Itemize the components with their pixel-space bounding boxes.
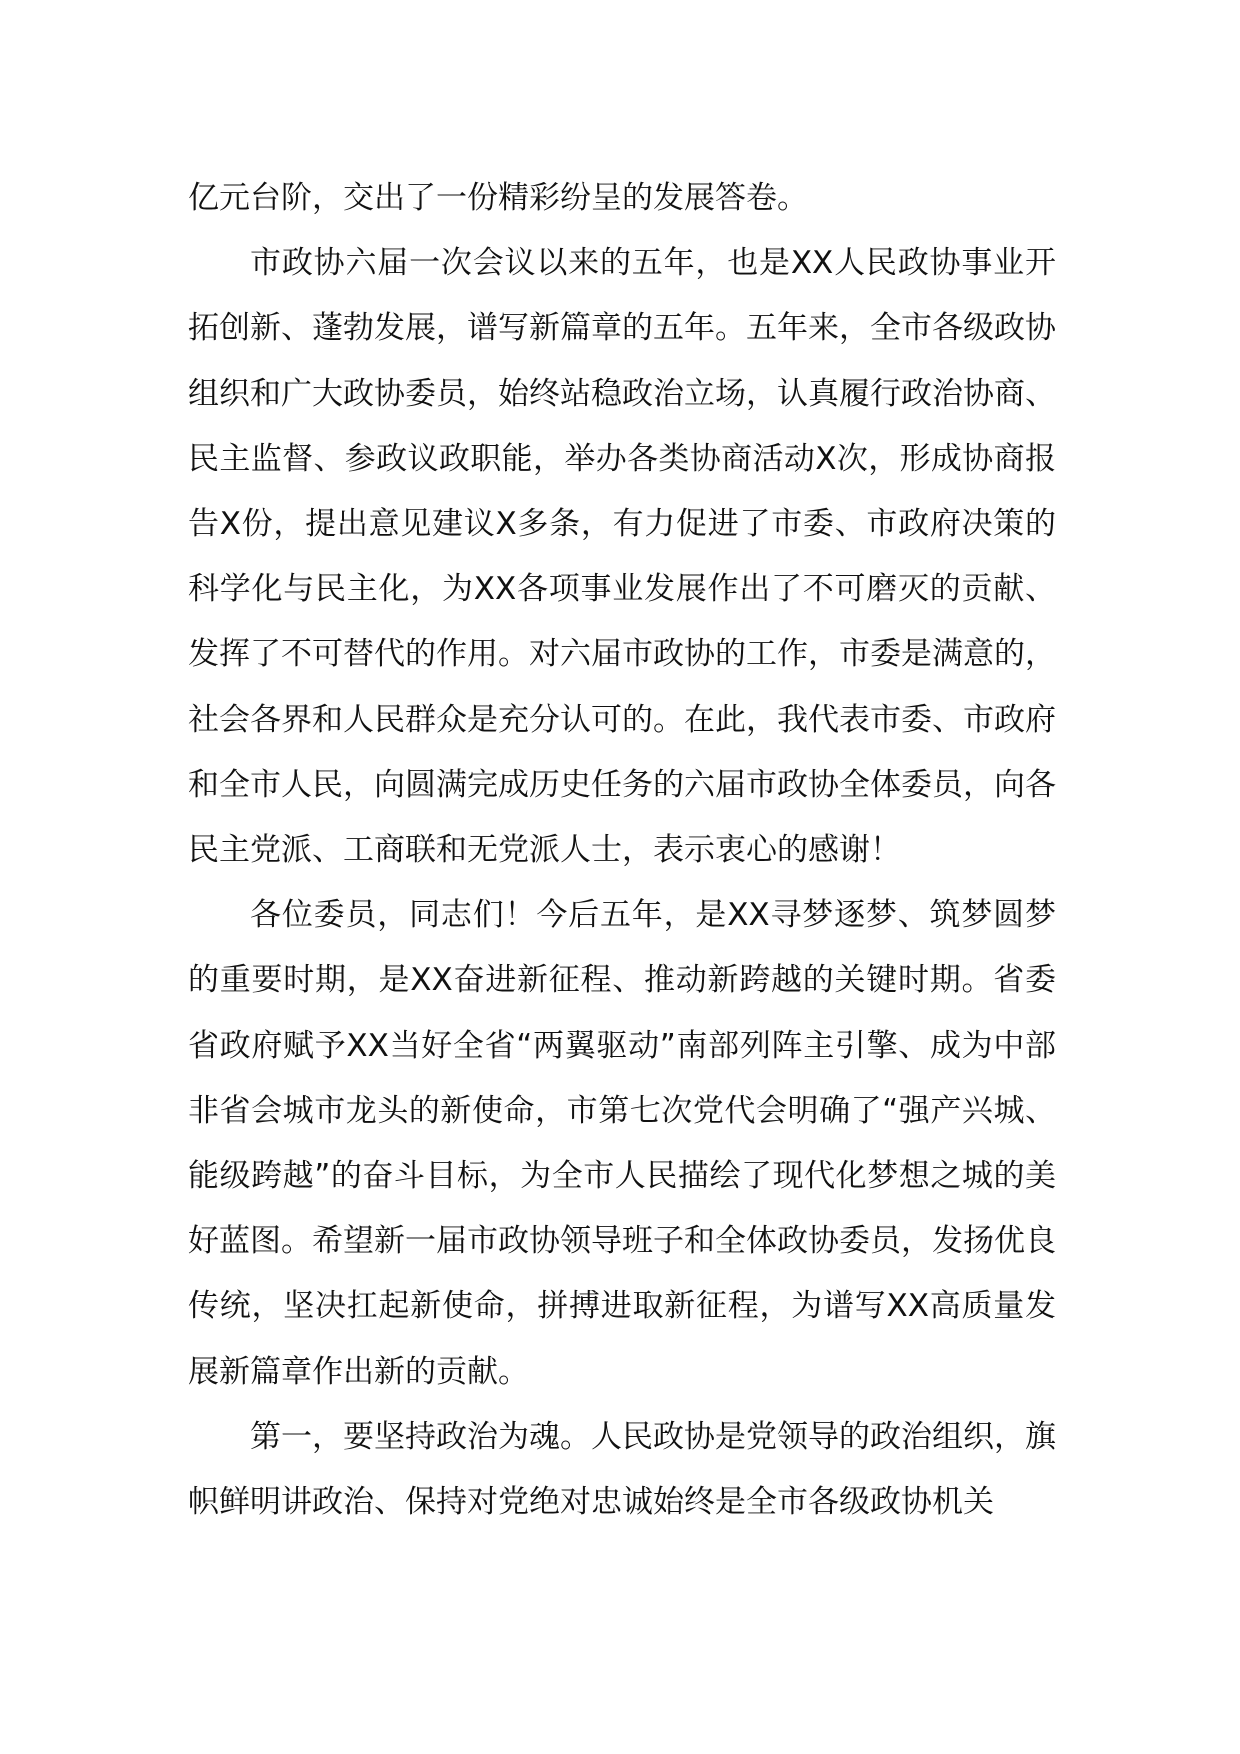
paragraph-continuation: 亿元台阶，交出了一份精彩纷呈的发展答卷。	[188, 180, 808, 216]
paragraph-first-point: 第一，要坚持政治为魂。人民政协是党领导的政治组织，旗帜鲜明讲政治、保持对党绝对忠诚始终是全市各级政协机关	[188, 1418, 1056, 1521]
paragraph-five-years-review: 市政协六届一次会议以来的五年，也是XX人民政协事业开拓创新、蓬勃发展，谱写新篇章的五年。五年来，全市各级政协组织和广大政协委员，始终站稳政治立场，认真履行政治协商、民主监督、参政议政职能，举办各类协商活动X次，形成协商报告X份，提出意见建议X多条，有力促进了市委、市政府决策的科学化与民主化，为XX各项事业发展作出了不可磨灭的贡献、发挥了不可替代的作用。对六届市政协的工作，市委是满意的，社会各界和人民群众是充分认可的。在此，我代表市委、市政府和全市人民，向圆满完成历史任务的六届市政协全体委员，向各民主党派、工商联和无党派人士，表示衷心的感谢！	[188, 245, 1056, 869]
paragraph-next-five-years: 各位委员，同志们！今后五年，是XX寻梦逐梦、筑梦圆梦的重要时期，是XX奋进新征程、推动新跨越的关键时期。省委省政府赋予XX当好全省“两翼驱动”南部列阵主引擎、成为中部非省会城市龙头的新使命，市第七次党代会明确了“强产兴城、能级跨越”的奋斗目标，为全市人民描绘了现代化梦想之城的美好蓝图。希望新一届市政协领导班子和全体政协委员，发扬优良传统，坚决扛起新使命，拼搏进取新征程，为谱写XX高质量发展新篇章作出新的贡献。	[188, 897, 1056, 1390]
body-text	[188, 166, 1056, 1535]
